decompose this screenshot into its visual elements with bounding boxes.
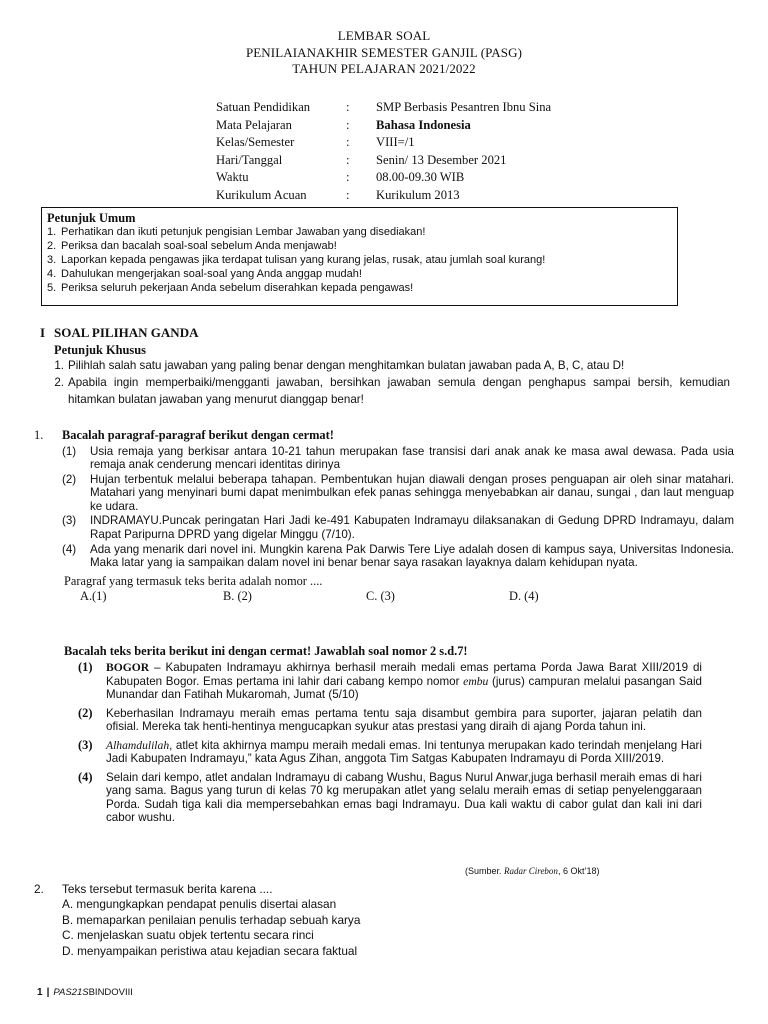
item-number: 3. <box>47 253 57 266</box>
general-instructions-title: Petunjuk Umum <box>47 211 136 225</box>
info-value: Bahasa Indonesia <box>376 117 471 132</box>
paragraph-number: (1) <box>62 444 77 458</box>
answer-options <box>80 589 734 605</box>
item-number: 5. <box>47 281 57 294</box>
info-value: VIII=/1 <box>376 135 415 150</box>
specific-instructions-list <box>40 357 730 408</box>
option-d[interactable]: D. menyampaikan peristiwa atau kejadian secara faktual <box>62 943 358 958</box>
question-text: Teks tersebut termasuk berita karena .... <box>62 882 273 896</box>
instruction-item <box>47 226 672 240</box>
text-segment: – Kabupaten Indramayu akhirnya berhasil meraih medali emas pertama Porda Jawa Barat XIII/2019 di Kabupaten Bogor. Emas pertama ini lahir dari cabang kempo nomor <box>106 661 702 688</box>
instruction-item <box>47 282 672 296</box>
item-text: Periksa seluruh pekerjaan Anda sebelum diserahkan kepada pengawas! <box>61 281 414 294</box>
info-row <box>216 134 636 152</box>
section-heading <box>40 325 730 358</box>
paragraph-text: Usia remaja yang berkisar antara 10-21 tahun merupakan fase transisi dari anak anak ke masa awal dewasa. Pada usia remaja anak cenderung mencari identitas dirinya <box>90 444 734 472</box>
instruction-item <box>47 268 672 282</box>
info-colon: : <box>346 152 350 167</box>
item-number: 1. <box>54 359 64 372</box>
item-text: Periksa dan bacalah soal-soal sebelum Anda menjawab! <box>61 239 337 252</box>
paragraph-item <box>62 445 734 472</box>
document-header <box>0 28 768 78</box>
doc-code-prefix: PAS21S <box>53 987 89 998</box>
news-source <box>465 864 599 880</box>
paragraph-item <box>62 514 734 541</box>
info-row <box>216 169 636 187</box>
option-a[interactable]: A.(1) <box>80 589 107 604</box>
paragraph-number: (2) <box>78 705 93 720</box>
question-number: 2. <box>34 882 44 896</box>
item-number: 1. <box>47 225 57 238</box>
info-label: Mata Pelajaran <box>216 117 292 132</box>
instruction-item <box>47 254 672 268</box>
paragraph-number: (4) <box>62 542 77 556</box>
news-text <box>78 661 702 830</box>
question-number: 1. <box>34 428 44 442</box>
option-c[interactable]: C. (3) <box>366 589 395 604</box>
info-label: Kelas/Semester <box>216 135 295 150</box>
general-instructions-box <box>41 207 678 306</box>
info-colon: : <box>346 135 350 150</box>
option-a[interactable]: A. mengungkapkan pendapat penulis disertai alasan <box>62 897 337 912</box>
footer-separator: | <box>46 987 50 998</box>
info-value: Kurikulum 2013 <box>376 187 460 202</box>
page-number: 1 <box>37 987 43 998</box>
news-paragraph <box>78 661 702 702</box>
question-text: Paragraf yang termasuk teks berita adalah nomor .... <box>64 573 323 588</box>
exam-info-table <box>216 99 636 205</box>
item-number: 4. <box>47 267 57 280</box>
instruction-item <box>47 240 672 254</box>
info-colon: : <box>346 170 350 185</box>
italic-term: embu <box>463 674 489 688</box>
exam-name: PENILAIANAKHIR SEMESTER GANJIL (PASG) <box>245 44 523 60</box>
paragraph-text: Ada yang menarik dari novel ini. Mungkin karena Pak Darwis Tere Liye adalah dosen di kampus saya, Universitas Indonesia. Maka latar yang ia sampaikan dalam novel ini benar benar saya rasakan layaknya dalam kehidupan nyata. <box>90 542 734 570</box>
paragraph-number: (1) <box>78 660 93 674</box>
info-row <box>216 152 636 170</box>
instruction-item <box>40 374 730 408</box>
page-footer <box>37 985 133 1001</box>
option-b[interactable]: B. memaparkan penilaian penulis terhadap sebuah karya <box>62 912 361 927</box>
text-segment: (jurus) campuran melalui pasangan Said Munandar dan Fatihah Mukaromah, Jumat (5/10) <box>106 674 702 701</box>
academic-year: TAHUN PELAJARAN 2021/2022 <box>292 61 476 76</box>
news-paragraph <box>78 739 702 766</box>
info-label: Waktu <box>216 170 249 185</box>
question-instruction: Bacalah paragraf-paragraf berikut dengan cermat! <box>62 428 334 442</box>
info-value: Senin/ 13 Desember 2021 <box>376 152 507 167</box>
instruction-item <box>40 357 730 374</box>
news-text-heading: Bacalah teks berita berikut ini dengan cermat! Jawablah soal nomor 2 s.d.7! <box>64 644 468 658</box>
item-number: 2. <box>54 376 64 389</box>
info-label: Kurikulum Acuan <box>216 187 307 202</box>
paragraph-number: (2) <box>62 472 77 486</box>
info-value: 08.00-09.30 WIB <box>376 170 465 185</box>
paragraph-number: (3) <box>78 737 93 752</box>
paragraph-text <box>106 661 702 702</box>
paragraph-number: (4) <box>78 769 93 784</box>
item-number: 2. <box>47 239 57 252</box>
source-prefix: (Sumber. <box>465 866 505 876</box>
item-text: Apabila ingin memperbaiki/mengganti jawaban, bersihkan jawaban semula dengan penghapus sampai bersih, kemudian hitamkan bulatan jawaban yang menurut dianggap benar! <box>68 376 730 406</box>
item-text: Pilihlah salah satu jawaban yang paling benar dengan menghitamkan bulatan jawaban pada A, B, C, atau D! <box>68 359 625 372</box>
answer-options <box>62 897 734 959</box>
paragraph-number: (3) <box>62 514 77 528</box>
paragraph-text: Hujan terbentuk melalui beberapa tahapan. Pembentukan hujan diawali dengan proses penguapan air oleh sinar matahari. Matahari yang menyinari bumi dapat menimbulkan efek panas sehingga menyebabkan air danau, sungai , dan laut menguap ke udara. <box>90 472 734 513</box>
italic-term: Alhamdulilah <box>106 738 170 752</box>
option-c[interactable]: C. menjelaskan suatu objek tertentu secara rinci <box>62 928 314 943</box>
info-row <box>216 117 636 135</box>
section-title: SOAL PILIHAN GANDA <box>54 325 199 340</box>
item-text: Dahulukan mengerjakan soal-soal yang Anda anggap mudah! <box>61 267 362 280</box>
section-roman: I <box>40 325 46 340</box>
info-row <box>216 99 636 117</box>
option-d[interactable]: D. (4) <box>509 589 539 604</box>
paragraph-text: Keberhasilan Indramayu meraih emas pertama tentu saja disambut gembira para suporter, jajaran pelatih dan ofisial. Mereka tak henti-hentinya mengucapkan syukur atas prestasi yang diraih di ajang Porda tahun ini. <box>106 706 702 733</box>
paragraph-item <box>62 543 734 570</box>
item-text: Laporkan kepada pengawas jika terdapat tulisan yang kurang jelas, rusak, atau jumlah soal kurang! <box>61 253 546 266</box>
info-label: Hari/Tanggal <box>216 152 283 167</box>
info-colon: : <box>346 187 350 202</box>
news-paragraph <box>78 707 702 734</box>
item-text: Perhatikan dan ikuti petunjuk pengisian Lembar Jawaban yang disediakan! <box>61 225 426 238</box>
source-date: , 6 Okt’18) <box>557 866 600 876</box>
doc-code-suffix: BINDOVIII <box>88 987 133 998</box>
info-row <box>216 187 636 205</box>
option-b[interactable]: B. (2) <box>223 589 252 604</box>
paragraph-text: INDRAMAYU.Puncak peringatan Hari Jadi ke-491 Kabupaten Indramayu dilaksanakan di Gedung DPRD Indramayu, dalam Rapat Paripurna DPRD yang digelar Minggu (7/10). <box>90 514 734 542</box>
info-colon: : <box>346 117 350 132</box>
source-publication: Radar Cirebon <box>504 866 558 876</box>
doc-title: LEMBAR SOAL <box>337 28 431 43</box>
paragraph-item <box>62 473 734 514</box>
paragraph-text <box>106 739 702 766</box>
info-colon: : <box>346 100 350 114</box>
news-paragraph <box>78 771 702 825</box>
question-2 <box>34 882 734 959</box>
specific-instructions-title: Petunjuk Khusus <box>54 342 146 357</box>
text-segment: , atlet kita akhirnya mampu meraih medali emas. Ini tentunya merupakan kado terindah menjelang Hari Jadi Kabupaten Indramayu,” kata Agus Zihan, anggota Tim Satgas Kabupaten Indramayu di Porda XIII/2019. <box>106 738 702 765</box>
paragraph-text: Selain dari kempo, atlet andalan Indramayu di cabang Wushu, Bagus Nurul Anwar,juga berhasil meraih emas di hari yang sama. Bagus yang turun di kelas 70 kg merupakan atlet yang selalu meraih emas di setiap penyelenggaraan Porda. Sudah tiga kali dia mempersebahkan emas bagi Indramayu. Dua kali waktu di cabor gulat dan kali ini dari cabor wushu. <box>106 770 702 824</box>
info-label: Satuan Pendidikan <box>216 100 311 114</box>
question-1 <box>34 428 734 605</box>
dateline: BOGOR <box>106 661 150 674</box>
info-value: SMP Berbasis Pesantren Ibnu Sina <box>376 100 552 114</box>
paragraph-list <box>62 445 734 570</box>
